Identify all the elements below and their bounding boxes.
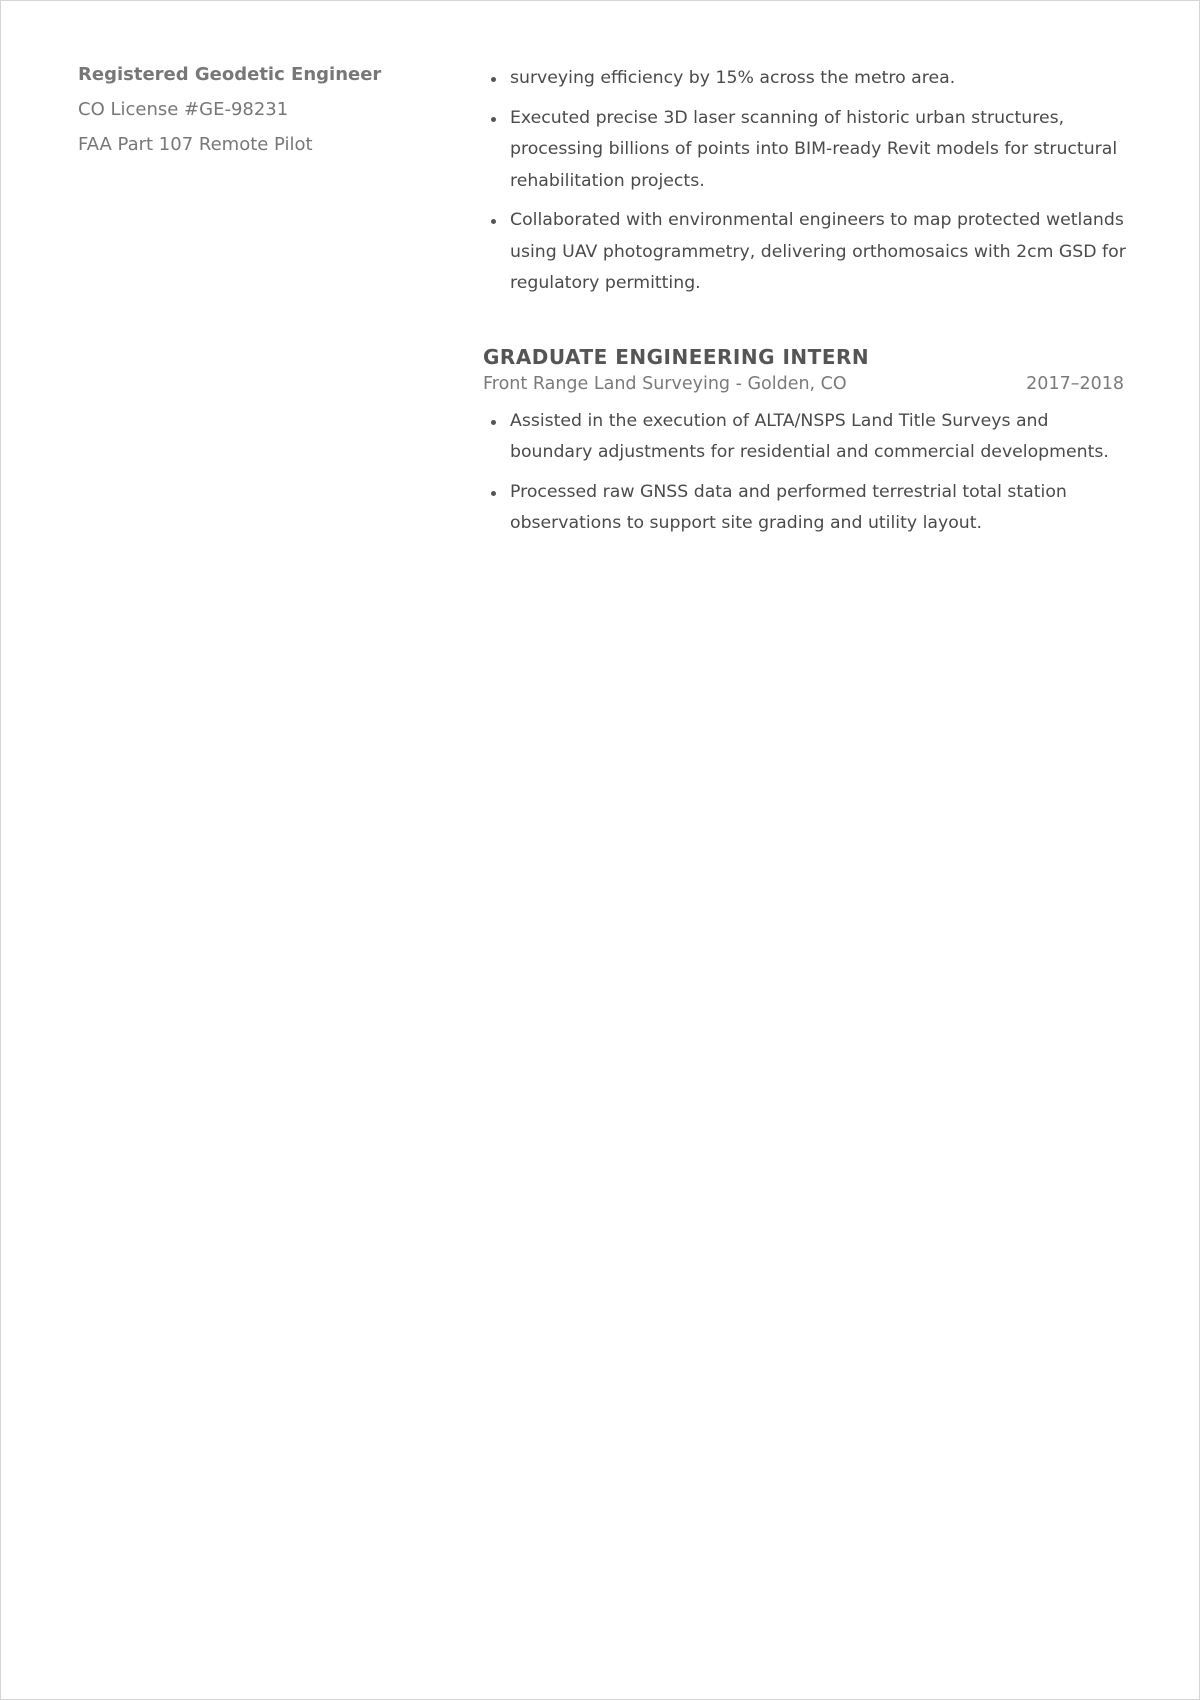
list-item: Assisted in the execution of ALTA/NSPS Land Title Surveys and boundary adjustments for residential and commercial developments.: [483, 406, 1133, 469]
list-item: Collaborated with environmental engineers to map protected wetlands using UAV photogrammetry, delivering orthomosaics with 2cm GSD for regulatory permitting.: [483, 205, 1133, 300]
credential-title: Registered Geodetic Engineer: [78, 64, 382, 85]
job-title: GRADUATE ENGINEERING INTERN: [483, 344, 870, 369]
job-dates: 2017–2018: [1026, 373, 1124, 394]
intern-job-bullet-list: [483, 406, 1133, 540]
list-item: surveying efficiency by 15% across the metro area.: [483, 63, 1133, 95]
credential-pilot: FAA Part 107 Remote Pilot: [78, 134, 313, 155]
list-item: Executed precise 3D laser scanning of historic urban structures, processing billions of points into BIM-ready Revit models for structural rehabilitation projects.: [483, 103, 1133, 198]
job-company: Front Range Land Surveying - Golden, CO: [483, 373, 847, 394]
list-item: Processed raw GNSS data and performed terrestrial total station observations to support site grading and utility layout.: [483, 477, 1133, 540]
job-meta: [483, 372, 1124, 396]
experience-column: [483, 63, 1133, 548]
credentials-column: [78, 65, 438, 170]
intern-job-section: [483, 344, 1133, 540]
previous-job-bullet-list: [483, 63, 1133, 300]
credential-license: CO License #GE-98231: [78, 99, 289, 120]
